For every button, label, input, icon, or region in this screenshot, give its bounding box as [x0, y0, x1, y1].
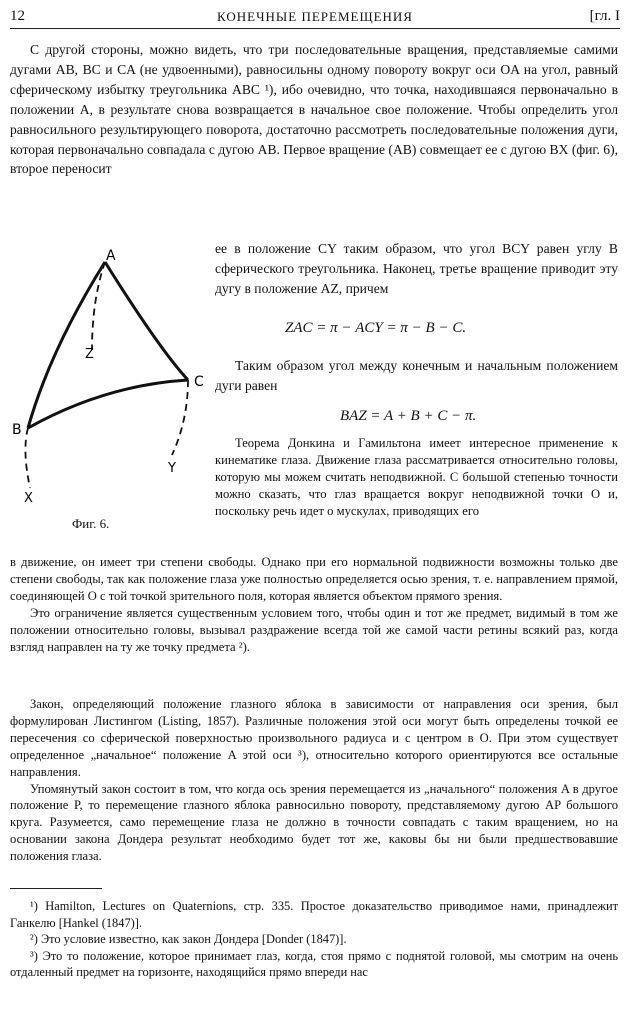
label-x: X [24, 491, 33, 506]
paragraphs-5-6 [10, 696, 618, 865]
label-a: A [106, 248, 116, 264]
footnotes [10, 898, 618, 981]
paragraph-1-continued [215, 239, 618, 299]
label-z: Z [85, 347, 94, 362]
paragraph-1 [10, 40, 618, 179]
footnote-2: ²) Это условие известно, как закон Дондера [Donder (1847)]. [30, 932, 347, 947]
equation-1: ZAC = π − ACY = π − B − C. [285, 320, 467, 336]
paragraph-1-cont-text: ее в положение CY таким образом, что угол BCY равен углу B сферического треугольника. Наконец, третье вращение приводит эту дугу в положение AZ, причем [215, 241, 618, 296]
paragraph-6-text: Упомянутый закон состоит в том, что когда ось зрения перемещается из „начального“ положения A в другое положение P, то перемещение глазного яблока равносильно повороту, представляемому дугою AP большого круга. Разумеется, само перемещение глаза не должно в точности совпадать с таким вращением, но на основании закона Дондера результат необходимо будет тот же, каковы бы ни были предшествовавшие положения глаза. [10, 781, 618, 864]
figure-caption: Фиг. 6. [72, 516, 110, 531]
page-number: 12 [10, 8, 25, 24]
paragraph-3-4 [10, 554, 618, 655]
running-header [10, 6, 620, 29]
running-title: КОНЕЧНЫЕ ПЕРЕМЕЩЕНИЯ [217, 9, 413, 24]
paragraph-4-text: Это ограничение является существенным условием того, чтобы один и тот же предмет, видимый в том же положении относительно головы, вызывал раздражение всегда той же самой части ретины всякий раз, когда взгляд направлен на ту же точку предмета ²). [10, 605, 618, 654]
arc-bx [25, 428, 30, 488]
paragraph-3-full-text: в движение, он имеет три степени свободы. Однако при его нормальной подвижности возможны только две степени свободы, так как положение глаза уже полностью определяется осью зрения, т. е. направлением прямой, соединяющей O с той точкой зрительного поля, которая является объектом прямого зрения. [10, 555, 618, 603]
figure-6-diagram [10, 240, 210, 510]
chapter-marker: [гл. I [589, 8, 620, 24]
footnote-3: ³) Это то положение, которое принимает глаз, когда, стоя прямо с поднятой головой, мы смотрим на очень отдаленный предмет на горизонте, находящийся прямо впереди нас [10, 948, 618, 980]
paragraph-2-text: Таким образом угол между конечным и начальным положением дуги равен [215, 358, 618, 393]
footnote-rule [10, 888, 102, 889]
arc-ac [105, 262, 188, 380]
paragraph-2 [215, 356, 618, 396]
equation-2: BAZ = A + B + C − π. [340, 408, 477, 424]
arc-ab [28, 262, 105, 428]
footnote-1: ¹) Hamilton, Lectures on Quaternions, стр. 335. Простое доказательство приводимое нами, принадлежит Ганкелю [Hankel (1847)]. [10, 899, 618, 930]
label-y: Y [168, 461, 176, 476]
arc-bc [28, 380, 188, 428]
paragraph-3-wrap-text: Теорема Донкина и Гамильтона имеет интересное применение к кинематике глаза. Движение глаза рассматривается относительно головы, которую мы можем считать неподвижной. С большой степенью точности можно сказать, что глаз вращается вокруг неподвижной точки O и, поскольку речь идет о мускулах, приводящих его [215, 436, 618, 518]
paragraph-1-text: С другой стороны, можно видеть, что три последовательные вращения, представляемые самими дугами AB, BC и CA (не удвоенными), равносильны одному повороту вокруг оси OA на угол, равный сферическому избытку треугольника ABC ¹), ибо очевидно, что точка, находившаяся первоначально в положении A, в результате снова возвращается в начальное свое положение. Чтобы определить угол равносильного результирующего поворота, достаточно рассмотреть последовательные положения дуги, которая первоначально совпадала с дугою AB. Первое вращение (AB) совмещает ее с дугою BX (фиг. 6), второе переносит [10, 42, 618, 177]
paragraph-3-wrapped [215, 435, 618, 520]
arc-cy [172, 380, 188, 455]
label-b: B [12, 422, 22, 438]
paragraph-5-text: Закон, определяющий положение глазного яблока в зависимости от направления оси зрения, был формулирован Листингом (Listing, 1857). Различные положения этой оси могут быть определены точкой ее пересечения со сферической поверхностью произвольного радиуса и с центром в O. При этом существует определенное „начальное“ положение A этой оси ³), относительно которого ориентируются все остальные направления. [10, 697, 618, 779]
label-c: C [194, 374, 204, 390]
